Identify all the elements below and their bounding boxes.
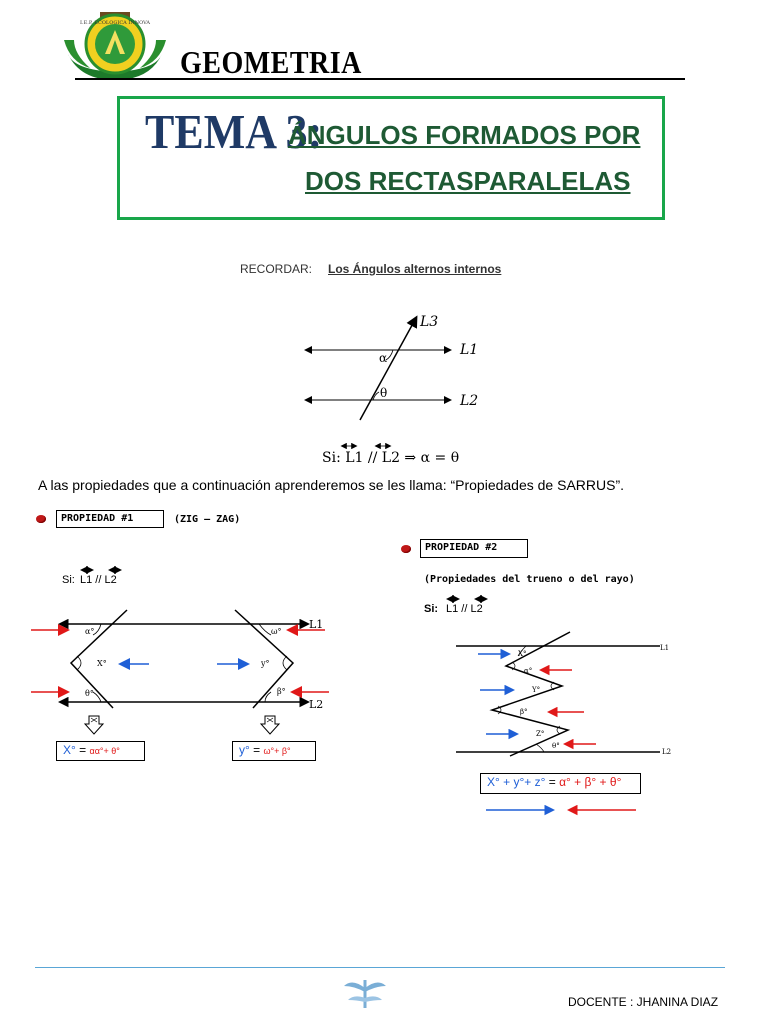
formula-arrows [480, 804, 650, 816]
bolt-l1-label: L1 [660, 644, 670, 652]
header-divider [75, 78, 685, 80]
alpha-angle: α° [85, 627, 95, 636]
propiedad2-label: PROPIEDAD #2 [420, 539, 528, 558]
theta-angle: θ° [552, 742, 560, 750]
propiedad1-label: PROPIEDAD #1 [56, 510, 164, 528]
tema-title-line1: ÁNGULOS FORMADOS POR [288, 120, 641, 150]
x-angle: X° [518, 650, 527, 658]
recordar-label: RECORDAR: [240, 262, 313, 276]
omega-angle: ω° [271, 627, 282, 636]
z-angle: Z° [536, 730, 545, 738]
svg-text:I.E.P. ECOLOGICA INNOVA: I.E.P. ECOLOGICA INNOVA [80, 20, 150, 26]
footer-ornament-icon [342, 976, 388, 1010]
formula-bolt-box: X° + y°+ z° = α° + β° + θ° [480, 773, 641, 794]
propiedad1-subtitle: (ZIG – ZAG) [174, 514, 241, 525]
formula-x-box: X° = αα°+ θ° [56, 741, 145, 761]
propiedad2-lines: L1 // L2 [446, 603, 483, 615]
zig-l1-label: L1 [309, 618, 324, 631]
theta-angle: θ° [85, 689, 94, 698]
l1-label: L1 [460, 342, 479, 358]
zig-l2-label: L2 [309, 698, 324, 711]
x-angle: X° [97, 659, 107, 668]
y-angle: y° [261, 659, 270, 668]
alpha-angle: α [379, 351, 388, 365]
parallel-arrows-icon [446, 595, 496, 603]
lightning-figure [450, 630, 680, 765]
bolt-l2-label: L2 [662, 748, 672, 756]
l3-label: L3 [420, 314, 439, 330]
alpha-angle: α° [524, 667, 533, 675]
school-logo [60, 10, 170, 82]
line-l3 [360, 318, 416, 420]
bullet-icon [36, 515, 46, 523]
docente-label: DOCENTE : JHANINA DIAZ [568, 995, 719, 1009]
formula-y-box: y° = ω°+ β° [232, 741, 316, 761]
tema-title-line2: DOS RECTASPARALELAS [305, 166, 631, 196]
propiedad1-si: Si: [62, 574, 75, 586]
propiedad1-lines: L1 // L2 [80, 574, 117, 586]
condition-text: Si: L1 // L2 ⇒ α = θ [322, 450, 460, 466]
tema-label: TEMA 3: [145, 105, 323, 159]
l2-label: L2 [460, 393, 479, 409]
recordar-topic: Los Ángulos alternos internos [328, 262, 502, 276]
theta-angle: θ [380, 386, 388, 400]
intro-text: A las propiedades que a continuación aprenderemos se les llama: “Propiedades de SARRUS”. [38, 477, 625, 493]
beta-angle: β° [520, 708, 528, 716]
propiedad2-si: Si: [424, 603, 439, 615]
bullet-icon [401, 545, 411, 553]
propiedad2-subtitle: (Propiedades del trueno o del rayo) [424, 574, 635, 585]
parallel-arrows-icon [80, 566, 130, 574]
beta-angle: β° [277, 687, 286, 696]
alternate-angles-figure [300, 308, 500, 478]
subject-title: GEOMETRIA [180, 45, 362, 82]
y-angle: Y° [532, 686, 541, 694]
footer-divider [35, 967, 725, 968]
